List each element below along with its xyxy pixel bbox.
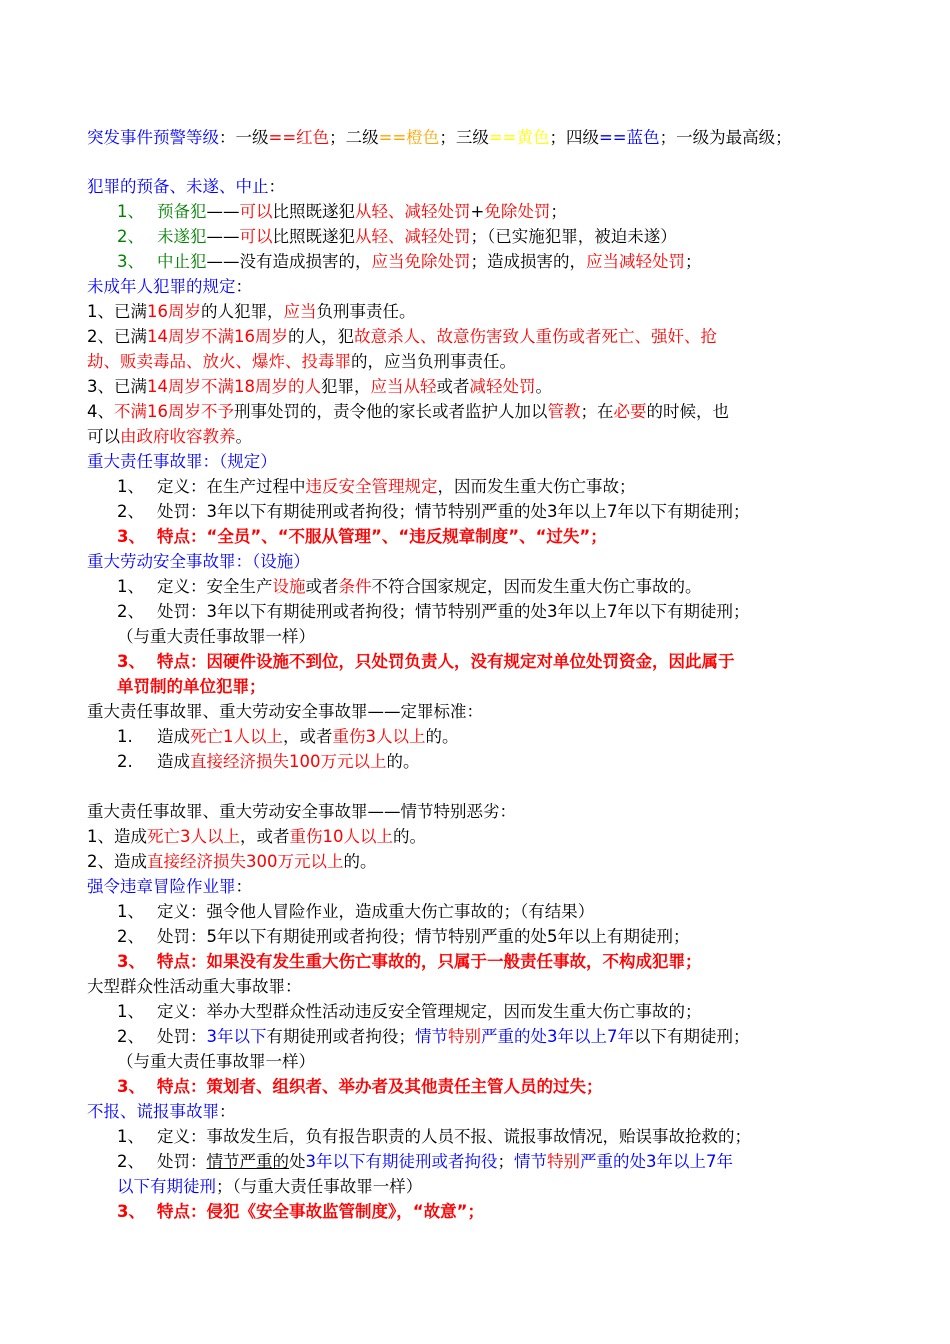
- text-line: [117, 750, 420, 774]
- text-segment: 处罚：: [157, 1152, 207, 1171]
- text-line: [117, 925, 690, 949]
- text-segment: ；（与重大责任事故罪一样）: [216, 1177, 423, 1196]
- text-line: [87, 425, 252, 449]
- text-segment: 比照既遂犯: [272, 227, 355, 246]
- text-segment: 特别: [448, 1027, 481, 1046]
- text-segment: 预备犯: [157, 202, 207, 221]
- text-segment: 定义：强令他人冒险作业，造成重大伤亡事故的；（有结果）: [157, 902, 595, 921]
- text-segment: 3、已满: [87, 377, 147, 396]
- text-segment: ==蓝色: [598, 128, 660, 147]
- text-segment: 未遂犯: [157, 227, 207, 246]
- text-segment: 违反安全管理规定: [305, 477, 438, 496]
- text-segment: ：: [235, 877, 252, 896]
- text-segment: 犯罪，: [321, 377, 371, 396]
- text-segment: 4、: [87, 402, 114, 421]
- text-segment: ；造成损害的，: [470, 252, 586, 271]
- text-segment: ：: [219, 1102, 236, 1121]
- text-segment: ==红色: [268, 128, 330, 147]
- text-segment: 不满16周岁不予: [114, 402, 234, 421]
- text-segment: 刑事处罚的，责令他的家长或者监护人加以: [234, 402, 548, 421]
- text-line: [87, 1100, 236, 1124]
- text-segment: 特点：因硬件设施不到位，只处罚负责人，没有规定对单位处罚资金，因此属于: [157, 652, 735, 671]
- list-number: 2、: [117, 227, 144, 246]
- text-segment: 2、造成: [87, 852, 147, 871]
- text-segment: 的。: [343, 852, 377, 871]
- text-line: [87, 850, 377, 874]
- text-segment: 特点：“全员”、“不服从管理”、“违反规章制度”、“过失”；: [157, 527, 607, 546]
- text-segment: ；二级: [329, 128, 379, 147]
- text-segment: 单罚制的单位犯罪；: [117, 677, 266, 696]
- text-segment: 强令违章冒险作业罪: [87, 877, 236, 896]
- text-line: [87, 300, 416, 324]
- text-segment: 情节: [514, 1152, 547, 1171]
- text-segment: 严重的处3年以上7年: [481, 1027, 634, 1046]
- text-segment: ；: [497, 1152, 514, 1171]
- text-segment: 特点：侵犯《安全事故监管制度》，“故意”；: [157, 1202, 484, 1221]
- text-segment: 严重的处3年以上7年: [580, 1152, 733, 1171]
- list-number: 2、: [117, 602, 144, 621]
- text-segment: 应当减轻处罚: [586, 252, 685, 271]
- text-segment: 中止犯: [157, 252, 207, 271]
- text-segment: 14周岁不满18周岁的人: [147, 377, 321, 396]
- text-line: [117, 1150, 733, 1174]
- list-number: 3、: [117, 652, 145, 671]
- text-segment: 定义：事故发生后，负有报告职责的人员不报、谎报事故情况，贻误事故抢救的；: [157, 1127, 751, 1146]
- list-number: 3、: [117, 1077, 145, 1096]
- text-line: [87, 275, 252, 299]
- text-line: [87, 700, 483, 724]
- text-segment: 从轻、减轻处罚: [355, 202, 471, 221]
- text-line: [87, 375, 552, 399]
- list-number: 1、: [117, 1002, 144, 1021]
- text-segment: 。: [235, 427, 252, 446]
- text-line: [117, 1125, 751, 1149]
- text-segment: 可以: [239, 202, 273, 221]
- text-segment: 免除处罚: [484, 202, 551, 221]
- text-line: [117, 1050, 315, 1074]
- text-segment: ——: [206, 202, 240, 221]
- text-line: [87, 126, 792, 150]
- text-segment: 特别: [547, 1152, 580, 1171]
- text-line: [117, 625, 315, 649]
- text-line: [117, 200, 567, 224]
- list-number: 1、: [117, 477, 144, 496]
- text-segment: 重伤3人以上: [332, 727, 426, 746]
- text-segment: 未成年人犯罪的规定: [87, 277, 236, 296]
- text-segment: ==黄色: [488, 128, 550, 147]
- text-line: [117, 950, 702, 974]
- text-segment: 应当免除处罚: [371, 252, 471, 271]
- text-segment: ==橙色: [378, 128, 440, 147]
- text-line: [117, 575, 702, 599]
- text-line: [117, 900, 594, 924]
- text-segment: 或者: [305, 577, 339, 596]
- text-line: [117, 600, 750, 624]
- text-segment: 必要: [613, 402, 647, 421]
- list-number: 1、: [117, 577, 144, 596]
- text-segment: 的。: [386, 752, 420, 771]
- text-segment: 以下有期徒刑: [117, 1177, 216, 1196]
- text-segment: 不符合国家规定，因而发生重大伤亡事故的。: [371, 577, 702, 596]
- text-segment: 故意杀人、故意伤害致人重伤或者死亡、强奸、抢: [354, 327, 717, 346]
- list-number: 2、: [117, 1027, 144, 1046]
- list-number: 2、: [117, 1152, 144, 1171]
- text-segment: ；三级: [439, 128, 489, 147]
- list-number: 1、: [117, 1127, 144, 1146]
- text-line: [117, 225, 677, 249]
- text-line: [87, 825, 426, 849]
- text-line: [87, 800, 516, 824]
- text-segment: 处罚：: [157, 1027, 207, 1046]
- text-segment: 1、已满: [87, 302, 147, 321]
- text-segment: 减轻处罚: [469, 377, 536, 396]
- text-segment: ；一级为最高级；: [659, 128, 792, 147]
- text-line: [117, 525, 607, 549]
- list-number: 2、: [117, 502, 144, 521]
- text-segment: 定义：在生产过程中: [157, 477, 306, 496]
- text-segment: 处罚：5年以下有期徒刑或者拘役；情节特别严重的处5年以上有期徒刑；: [157, 927, 690, 946]
- text-segment: 由政府收容教养: [120, 427, 236, 446]
- text-segment: ：: [235, 277, 252, 296]
- text-line: [117, 1025, 750, 1049]
- text-segment: 16周岁: [147, 302, 201, 321]
- text-segment: 犯罪的预备、未遂、中止: [87, 177, 269, 196]
- text-line: [87, 350, 516, 374]
- text-segment: 死亡1人以上: [190, 727, 283, 746]
- text-segment: 的。: [425, 727, 459, 746]
- text-segment: 处罚：3年以下有期徒刑或者拘役；情节特别严重的处3年以上7年以下有期徒刑；: [157, 602, 750, 621]
- text-segment: ；在: [580, 402, 614, 421]
- text-segment: 重大责任事故罪、重大劳动安全事故罪——定罪标准：: [87, 702, 483, 721]
- text-segment: 或者: [436, 377, 470, 396]
- list-number: 3、: [117, 1202, 145, 1221]
- text-segment: 的。: [393, 827, 426, 846]
- text-segment: ：: [268, 177, 285, 196]
- text-line: [117, 475, 636, 499]
- text-segment: 重伤10人以上: [289, 827, 393, 846]
- text-segment: （与重大责任事故罪一样）: [117, 1052, 315, 1071]
- text-line: [87, 975, 302, 999]
- text-segment: 的，应当负刑事责任。: [351, 352, 516, 371]
- text-segment: 管教: [547, 402, 581, 421]
- text-line: [87, 400, 729, 424]
- text-line: [117, 1200, 484, 1224]
- text-segment: 14周岁不满16周岁: [147, 327, 288, 346]
- text-segment: ；: [550, 202, 567, 221]
- text-segment: 有期徒刑或者拘役；: [266, 1027, 415, 1046]
- list-number: 2、: [117, 927, 144, 946]
- text-segment: 定义：举办大型群众性活动违反安全管理规定，因而发生重大伤亡事故的；: [157, 1002, 702, 1021]
- list-number: 2.: [117, 752, 133, 771]
- text-segment: 2、已满: [87, 327, 147, 346]
- text-segment: 直接经济损失100万元以上: [190, 752, 387, 771]
- text-line: [117, 725, 459, 749]
- text-line: [87, 875, 252, 899]
- text-segment: ；四级: [549, 128, 599, 147]
- text-segment: 3年以下: [206, 1027, 267, 1046]
- text-segment: 条件: [338, 577, 372, 596]
- list-number: 1.: [117, 727, 133, 746]
- text-segment: 不报、谎报事故罪: [87, 1102, 219, 1121]
- list-number: 3、: [117, 252, 144, 271]
- text-line: [87, 550, 310, 574]
- text-segment: ——没有造成损害的，: [206, 252, 372, 271]
- text-line: [117, 650, 735, 674]
- text-line: [87, 450, 277, 474]
- text-segment: 情节: [415, 1027, 448, 1046]
- text-segment: （与重大责任事故罪一样）: [117, 627, 315, 646]
- text-segment: 突发事件预警等级: [87, 128, 219, 147]
- list-number: 3、: [117, 952, 145, 971]
- text-segment: ——: [206, 227, 240, 246]
- text-segment: ：一级: [219, 128, 269, 147]
- text-segment: 劫、贩卖毒品、放火、爆炸、投毒罪: [87, 352, 351, 371]
- text-segment: ，或者: [240, 827, 290, 846]
- text-segment: 的人，犯: [288, 327, 354, 346]
- text-segment: 可以: [87, 427, 120, 446]
- text-line: [117, 1175, 422, 1199]
- text-segment: 以下有期徒刑；: [634, 1027, 750, 1046]
- text-segment: 处: [289, 1152, 306, 1171]
- text-line: [87, 175, 285, 199]
- text-segment: 特点：如果没有发生重大伤亡事故的，只属于一般责任事故，不构成犯罪；: [157, 952, 702, 971]
- text-segment: 重大劳动安全事故罪：（设施）: [87, 552, 310, 571]
- text-segment: 情节严重的: [206, 1152, 289, 1171]
- text-segment: 的时候，也: [646, 402, 729, 421]
- text-segment: 死亡3人以上: [147, 827, 240, 846]
- text-segment: 从轻、减轻处罚: [355, 227, 471, 246]
- text-segment: 特点：策划者、组织者、举办者及其他责任主管人员的过失；: [157, 1077, 603, 1096]
- text-line: [87, 325, 717, 349]
- text-segment: 定义：安全生产: [157, 577, 273, 596]
- text-segment: 大型群众性活动重大事故罪：: [87, 977, 302, 996]
- list-number: 3、: [117, 527, 145, 546]
- text-segment: ；: [685, 252, 702, 271]
- text-segment: 直接经济损失300万元以上: [147, 852, 344, 871]
- text-segment: 造成: [157, 752, 190, 771]
- text-segment: 负刑事责任。: [316, 302, 416, 321]
- text-segment: 重大责任事故罪：（规定）: [87, 452, 277, 471]
- text-line: [117, 1000, 702, 1024]
- list-number: 1、: [117, 902, 144, 921]
- text-segment: ，或者: [283, 727, 333, 746]
- text-segment: 的人犯罪，: [201, 302, 284, 321]
- text-line: [117, 1075, 603, 1099]
- text-segment: 应当: [283, 302, 317, 321]
- text-line: [117, 675, 266, 699]
- text-segment: 1、造成: [87, 827, 147, 846]
- text-segment: 3年以下有期徒刑或者拘役: [305, 1152, 498, 1171]
- text-segment: +: [470, 202, 485, 221]
- text-line: [117, 250, 702, 274]
- text-segment: 处罚：3年以下有期徒刑或者拘役；情节特别严重的处3年以上7年以下有期徒刑；: [157, 502, 750, 521]
- text-segment: 重大责任事故罪、重大劳动安全事故罪——情节特别恶劣：: [87, 802, 516, 821]
- list-number: 1、: [117, 202, 144, 221]
- text-segment: 比照既遂犯: [272, 202, 355, 221]
- text-segment: 设施: [272, 577, 306, 596]
- text-segment: 。: [535, 377, 552, 396]
- text-segment: 可以: [239, 227, 273, 246]
- text-segment: ；（已实施犯罪，被迫未遂）: [470, 227, 677, 246]
- text-segment: ，因而发生重大伤亡事故；: [437, 477, 636, 496]
- text-segment: 应当从轻: [370, 377, 437, 396]
- text-segment: 造成: [157, 727, 190, 746]
- text-line: [117, 500, 750, 524]
